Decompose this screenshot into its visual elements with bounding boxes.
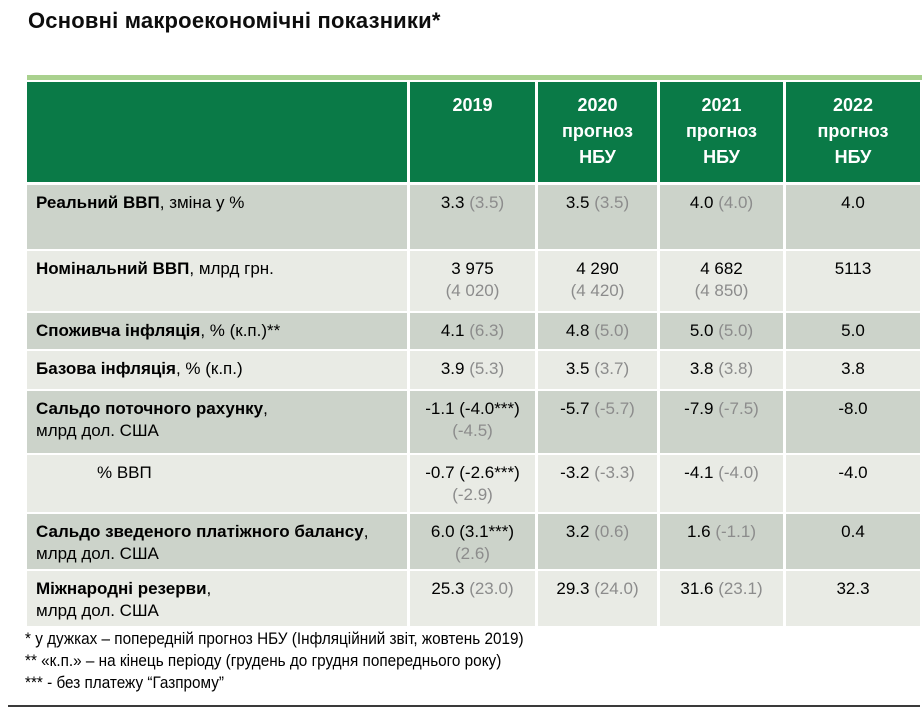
value-cell [660,313,786,351]
header-sub: прогноз [562,121,633,141]
value-main: 4.0 [689,193,714,212]
header-sub: прогноз [817,121,889,141]
row-label [27,514,410,571]
value-main: 5.0 [841,321,865,340]
value-cell [786,455,920,514]
header-cell-2020 [538,82,660,185]
header-sub: прогноз [686,121,757,141]
value-prev-forecast: (-3.3) [589,463,635,482]
header-cell-2019 [410,82,538,185]
header-cell-2021 [660,82,786,185]
macro-indicators-table [27,82,920,628]
value-main: 4 682 [700,259,743,278]
value-line [410,320,535,342]
page-title: Основні макроекономічні показники* [28,8,441,33]
value-cell [786,185,920,251]
value-line [410,521,535,543]
table-row [27,313,920,351]
table-header [27,82,920,185]
value-line [660,258,783,280]
value-line [786,462,920,484]
value-line [660,398,783,420]
value-cell [538,391,660,455]
value-main: 3.8 [841,359,865,378]
value-main: 29.3 [556,579,590,598]
row-label-line2: млрд дол. США [36,601,159,620]
value-main: 1.6 [687,522,711,541]
table-body [27,185,920,628]
value-line [538,192,657,214]
value-cell [660,351,786,391]
row-label-bold: Сальдо зведеного платіжного балансу [36,522,364,541]
value-prev-forecast-line2: (-2.9) [452,485,493,504]
value-cell [538,251,660,313]
footnotes [25,628,524,694]
value-line [538,398,657,420]
value-line [660,358,783,380]
value-cell [410,351,538,391]
row-label-rest: , % (к.п.)** [200,321,281,340]
value-line [538,578,657,600]
value-main: -1.1 (-4.0***) [425,399,520,418]
value-cell [410,514,538,571]
value-cell [660,251,786,313]
value-cell [410,571,538,628]
value-cell [786,251,920,313]
value-prev-forecast: (23.1) [713,579,763,598]
value-prev-forecast: (-1.1) [710,522,756,541]
value-cell [786,571,920,628]
value-prev-forecast: (3.8) [713,359,754,378]
header-cell-indicator [27,82,410,185]
value-cell [786,351,920,391]
table-row [27,391,920,455]
value-cell [410,185,538,251]
value-line [538,258,657,280]
value-prev-forecast: (5.3) [464,359,505,378]
value-main: 3.3 [440,193,465,212]
header-year: 2019 [452,95,493,115]
value-prev-forecast: (-5.7) [589,399,635,418]
table-row [27,571,920,628]
row-label [27,391,410,455]
value-prev-forecast: (24.0) [589,579,639,598]
value-prev-forecast: (23.0) [464,579,514,598]
value-cell [410,313,538,351]
table-row [27,455,920,514]
row-label [27,455,410,514]
value-prev-forecast-line2: (4 420) [570,281,625,300]
value-cell [660,514,786,571]
header-sub: НБУ [579,147,616,167]
value-prev-forecast: (5.0) [713,321,754,340]
header-sub: НБУ [703,147,740,167]
value-prev-forecast: (3.5) [589,193,630,212]
value-line [786,192,920,214]
row-label-bold: Номінальний ВВП [36,259,190,278]
value-cell [410,455,538,514]
header-cell-2022 [786,82,920,185]
row-label-rest: , зміна у % [159,193,245,212]
value-main: 3 975 [451,259,494,278]
value-main: -5.7 [560,399,590,418]
value-main: 5113 [834,259,872,278]
value-cell [786,391,920,455]
value-cell [660,391,786,455]
value-cell [786,514,920,571]
row-label-rest: , млрд грн. [189,259,274,278]
value-cell [538,514,660,571]
value-main: -4.0 [838,463,868,482]
row-label-line2: млрд дол. США [36,421,159,440]
value-main: 3.5 [565,193,590,212]
value-prev-forecast-line2: (4 020) [445,281,500,300]
value-main: 3.8 [689,359,714,378]
table-row [27,351,920,391]
row-label [27,185,410,251]
footnote-period-end: ** «к.п.» – на кінець періоду (грудень до грудня попереднього року) [25,651,502,670]
value-main: -3.2 [560,463,590,482]
value-main: 3.5 [565,359,590,378]
value-prev-forecast: (3.5) [464,193,505,212]
value-line [538,462,657,484]
value-prev-forecast-line2: (-4.5) [452,421,493,440]
value-line [410,398,535,420]
row-label-rest: , % (к.п.) [175,359,243,378]
value-prev-forecast: (5.0) [589,321,630,340]
row-label-bold: Сальдо поточного рахунку [36,399,264,418]
value-main: -0.7 (-2.6***) [425,463,520,482]
row-label-bold: Міжнародні резерви [36,579,207,598]
value-cell [538,351,660,391]
value-line [786,358,920,380]
header-year: 2020 [577,95,618,115]
row-label-rest: % ВВП [97,463,152,482]
value-main: 4.8 [565,321,590,340]
row-label-bold: Споживча інфляція [36,321,201,340]
value-cell [538,455,660,514]
value-prev-forecast-line2: (4 850) [694,281,749,300]
value-prev-forecast: (-7.5) [713,399,759,418]
value-cell [660,185,786,251]
value-main: -7.9 [684,399,714,418]
header-year: 2021 [701,95,742,115]
row-label [27,571,410,628]
value-main: 32.3 [836,579,870,598]
header-year: 2022 [832,95,874,115]
value-line [410,258,535,280]
value-prev-forecast-line2: (2.6) [455,544,490,563]
value-line [660,578,783,600]
value-main: 6.0 (3.1***) [430,522,515,541]
value-main: 0.4 [841,522,865,541]
value-main: -8.0 [838,399,868,418]
value-line [786,398,920,420]
table-row [27,251,920,313]
bottom-rule [8,705,920,707]
value-prev-forecast: (6.3) [464,321,505,340]
value-line [660,192,783,214]
value-prev-forecast: (3.7) [589,359,630,378]
value-line [786,320,920,342]
row-label [27,251,410,313]
value-line [786,578,920,600]
value-line [786,258,920,280]
value-main: -4.1 [684,463,714,482]
value-main: 4 290 [576,259,619,278]
row-label-bold: Реальний ВВП [36,193,160,212]
value-line [538,358,657,380]
value-line [410,192,535,214]
value-cell [660,571,786,628]
value-cell [786,313,920,351]
value-line [660,320,783,342]
row-label-bold: Базова інфляція [36,359,176,378]
value-line [786,521,920,543]
value-line [538,521,657,543]
table-row [27,514,920,571]
row-label-rest: , млрд дол. США [36,522,369,563]
value-main: 5.0 [689,321,714,340]
value-cell [410,251,538,313]
value-main: 4.1 [440,321,465,340]
value-main: 31.6 [680,579,714,598]
footnote-gazprom: *** - без платежу “Газпрому” [25,673,224,692]
value-main: 3.9 [440,359,465,378]
row-label [27,313,410,351]
header-sub: НБУ [834,147,872,167]
footnote-prev-forecast: * у дужках – попередній прогноз НБУ (Інфляційний звіт, жовтень 2019) [25,629,524,648]
value-main: 3.2 [565,522,590,541]
value-line [660,521,783,543]
row-label-rest: , [263,399,268,418]
value-cell [660,455,786,514]
value-prev-forecast: (4.0) [713,193,754,212]
value-line [410,462,535,484]
value-cell [538,313,660,351]
table-row [27,185,920,251]
value-main: 4.0 [841,193,865,212]
accent-line [27,75,922,80]
row-label [27,351,410,391]
value-cell [410,391,538,455]
value-prev-forecast: (0.6) [589,522,630,541]
value-line [660,462,783,484]
value-line [410,358,535,380]
value-cell [538,571,660,628]
value-prev-forecast: (-4.0) [713,463,759,482]
value-line [410,578,535,600]
value-main: 25.3 [431,579,465,598]
value-cell [538,185,660,251]
row-label-rest: , [206,579,212,598]
header-row [27,82,920,185]
value-line [538,320,657,342]
